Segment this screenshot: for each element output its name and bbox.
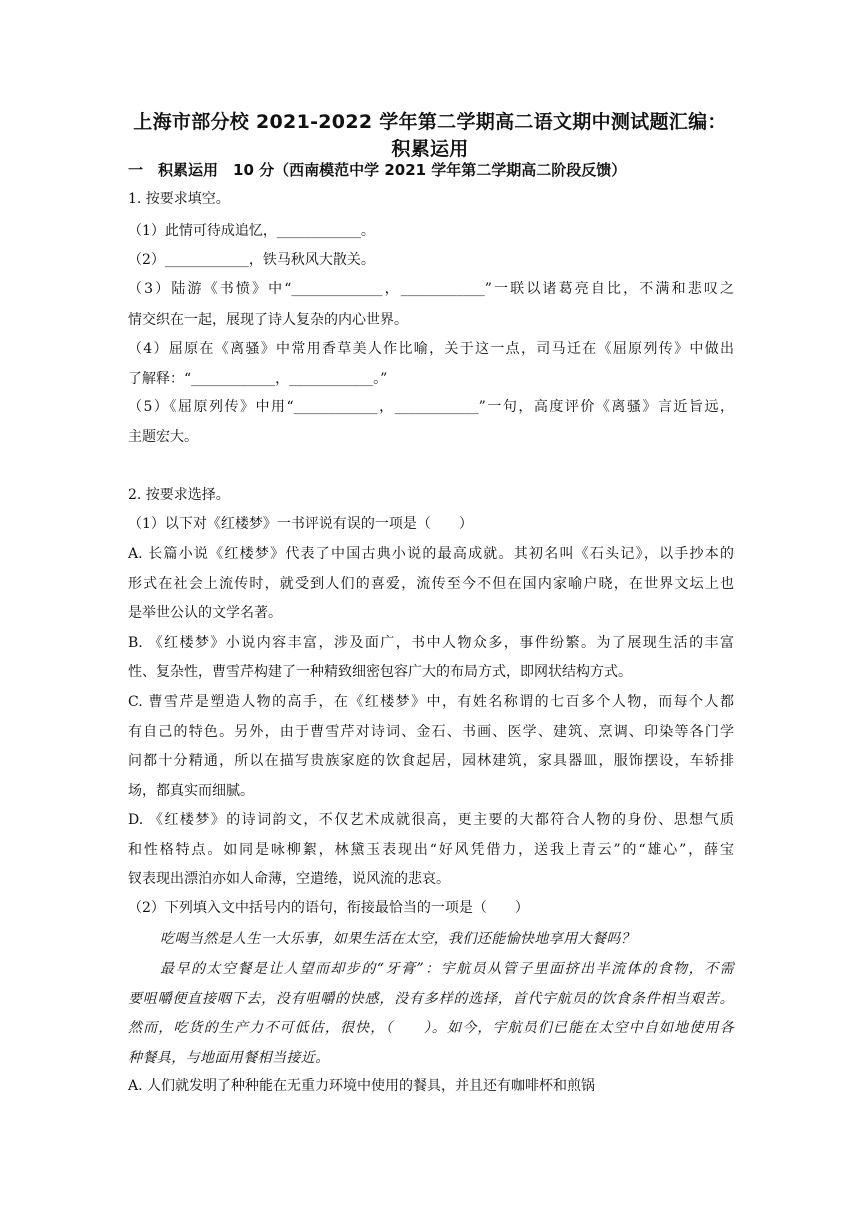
option-a-line: A. 人们就发明了种种能在无重力环境中使用的餐具，并且还有咖啡杯和煎锅 xyxy=(128,1078,596,1094)
question-1-item-1: （1）此情可待成追忆，____________。 xyxy=(128,223,375,239)
question-2-sub-1: （1）以下对《红楼梦》一书评说有误的一项是（ ） xyxy=(128,516,473,532)
document-title-line-2: 积累运用 xyxy=(391,138,469,160)
question-1-item-2: （2）____________，铁马秋风大散关。 xyxy=(128,252,375,268)
question-1-item-5-cont: 主题宏大。 xyxy=(128,429,198,445)
option-b-line: 性、复杂性，曹雪芹构建了一种精致细密包容广大的布局方式，即网状结构方式。 xyxy=(128,664,632,680)
option-d-line: 和性格特点。如同是咏柳絮，林黛玉表现出“好风凭借力，送我上青云”的“雄心”，薛宝 xyxy=(128,842,734,858)
passage-line: 要咀嚼便直接咽下去，没有咀嚼的快感，没有多样的选择，首代宇航员的饮食条件相当艰苦。 xyxy=(128,991,734,1007)
option-c-line: 场，都真实而细腻。 xyxy=(128,783,254,799)
option-a-line: A. 长篇小说《红楼梦》代表了中国古典小说的最高成就。其初名叫《石头记》，以手抄本的 xyxy=(128,546,734,562)
option-c-line: 有自己的特色。另外，由于曹雪芹对诗词、金石、书画、医学、建筑、烹调、印染等各门学 xyxy=(128,724,734,740)
option-c-line: C. 曹雪芹是塑造人物的高手，在《红楼梦》中，有姓名称谓的七百多个人物，而每个人都 xyxy=(128,694,734,710)
question-1-heading: 1. 按要求填空。 xyxy=(128,191,230,207)
option-a-line: 是举世公认的文学名著。 xyxy=(128,605,282,621)
option-d-line: 钗表现出漂泊亦如人命薄，空遣绻，说风流的悲哀。 xyxy=(128,871,450,887)
option-d-line: D. 《红楼梦》的诗词韵文，不仅艺术成就很高，更主要的大都符合人物的身份、思想气质 xyxy=(128,812,734,828)
question-1-item-4: （4）屈原在《离骚》中常用香草美人作比喻，关于这一点，司马迁在《屈原列传》中做出 xyxy=(128,341,734,357)
passage-line: 然而，吃货的生产力不可低估，很快，（ ）。如今，宇航员们已能在太空中自如地使用各 xyxy=(128,1020,734,1036)
section-heading: 一 积累运用 10 分（西南模范中学 2021 学年第二学期高二阶段反馈） xyxy=(128,161,627,179)
option-a-line: 形式在社会上流传时，就受到人们的喜爱，流传至今不但在国内家喻户晓，在世界文坛上也 xyxy=(128,576,734,592)
question-1-item-3: （3）陆游《书愤》中“_____________，____________”一联以诸葛亮自比，不满和悲叹之 xyxy=(128,281,734,297)
question-1-item-3-cont: 情交织在一起，展现了诗人复杂的内心世界。 xyxy=(128,312,408,328)
document-title-line-1: 上海市部分校 2021-2022 学年第二学期高二语文期中测试题汇编： xyxy=(133,111,727,133)
passage-line: 种餐具，与地面用餐相当接近。 xyxy=(128,1050,330,1066)
question-1-item-5: （5）《屈原列传》中用“____________，____________”一句，高度评价《离骚》言近旨远， xyxy=(128,399,734,415)
option-b-line: B. 《红楼梦》小说内容丰富，涉及面广，书中人物众多，事件纷繁。为了展现生活的丰富 xyxy=(128,635,734,651)
question-2-sub-2: （2）下列填入文中括号内的语句，衔接最恰当的一项是（ ） xyxy=(128,900,529,916)
question-2-heading: 2. 按要求选择。 xyxy=(128,487,230,503)
question-1-item-4-cont: 了解释：“____________，____________。” xyxy=(128,371,388,387)
option-c-line: 问都十分精通，所以在描写贵族家庭的饮食起居，园林建筑，家具器皿，服饰摆设，车轿排 xyxy=(128,753,734,769)
passage-line: 吃喝当然是人生一大乐事，如果生活在太空，我们还能愉快地享用大餐吗？ xyxy=(160,931,636,947)
passage-line: 最早的太空餐是让人望而却步的“牙膏”：宇航员从管子里面挤出半流体的食物，不需 xyxy=(160,961,734,977)
